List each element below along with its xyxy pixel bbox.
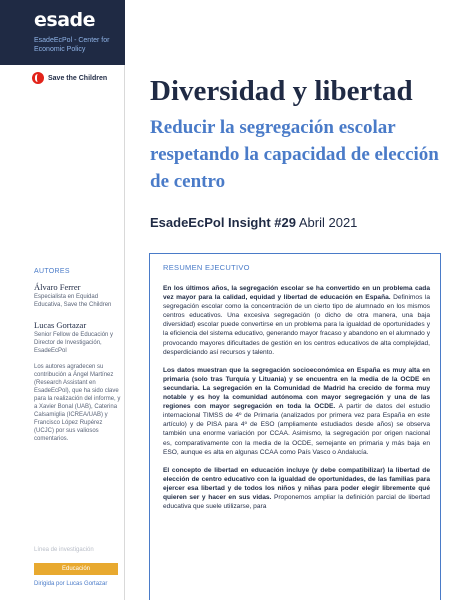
research-line-label: Línea de investigación [34,547,94,553]
esade-header-band [0,0,125,65]
summary-paragraph-bold: El concepto de libertad en educación incluye (y debe compatibilizar) la libertad de elección de centro educativo con la igualdad de oportunidades, de las familias para ejercer esa libertad y de todos los niños y niñas para poder elegir libremente qué quieren ser y hacer en sus vidas. [163,466,430,501]
summary-paragraph-text: Proponemos ampliar la definición parcial de libertad educativa que suele utilizarse, para [163,493,430,511]
summary-heading: RESUMEN EJECUTIVO [163,263,250,272]
save-the-children-logo [32,72,107,84]
sidebar [0,0,125,600]
summary-paragraph-text: Definimos la segregación escolar como la concentración de un cierto tipo de alumnado en los mismos centros educativos. Una excesiva segregación (o dicho de otra manera, una baja diversidad) escolar puede convertirse en un problema para la igualdad de oportunidades y la eficiencia del sistema educativo, generando mayor fracaso y abandono en el alumnado y provocando mayores dificultades de gestión en los centros educativos de alta complejidad, desperdiciando así recursos y talento. [163,294,430,356]
partner-name: Save the Children [48,74,108,82]
summary-paragraph [163,366,430,457]
summary-paragraph-text: A partir de datos del estudio internacional TIMSS de 4º de Primaria (analizados por primera vez para España en este artículo) y de PISA para 4º de ESO (ampliamente estudiados desde años) se observa también una enorme variación por CCAA. Asimismo, la segregación por origen nacional es, comparativamente con la media de la OCDE, semejante en primaria y más baja en ESO, aunque es alta en algunas CCAA como País Vasco o Andalucía. [163,403,430,456]
summary-paragraph-bold: En los últimos años, la segregación escolar se ha convertido en un problema cada vez mayor para la calidad, equidad y libertad de educación en España. [163,285,430,302]
acknowledgments: Los autores agradecen su contribución a Ángel Martínez (Research Assistant en EsadeEcPol), que ha sido clave para la realización del informe, y a Xavier Bonal (UAB), Caterina Calsamiglia (ICREA/UAB) y Francisco López Rupérez (UCJC) por sus valiosos comentarios. [34,364,121,442]
insight-line [150,215,357,230]
author-name: Lucas Gortazar [34,320,87,330]
authors-heading: AUTORES [34,268,70,275]
executive-summary [149,253,441,600]
author-name: Álvaro Ferrer [34,282,81,292]
center-name: EsadeEcPol - Center for Economic Policy [34,37,110,53]
author-role: Senior Fellow de Educación y Director de Investigación, EsadeEcPol [34,332,114,354]
author-2 [34,321,122,355]
summary-paragraph [163,466,430,511]
summary-paragraph [163,284,430,357]
summary-paragraph-bold: Los datos muestran que la segregación socioeconómica en España es muy alta en primaria (solo tras Turquía y Lituania) y se encuentra en la media de la OCDE en secundaria. La segregación en la Comunidad de Madrid ha crecido de forma muy notable y es hoy la comunidad autónoma con mayor segregación y una de las regiones con mayor segregación en toda la OCDE. [163,366,430,411]
page-title: Diversidad y libertad [150,75,413,107]
author-role: Especialista en Equidad Educativa, Save the Children [34,294,112,308]
save-the-children-icon [32,72,44,84]
page-subtitle: Reducir la segregación escolar respetando la capacidad de elección de centro [150,117,439,192]
summary-body [163,284,430,520]
insight-number: EsadeEcPol Insight #29 [150,215,296,230]
author-1 [34,283,122,309]
insight-date: Abril 2021 [298,215,358,230]
research-line-director: Dirigida por Lucas Gortazar [34,581,108,587]
esade-logo: esade [34,9,96,31]
research-line-badge: Educación [34,563,118,575]
